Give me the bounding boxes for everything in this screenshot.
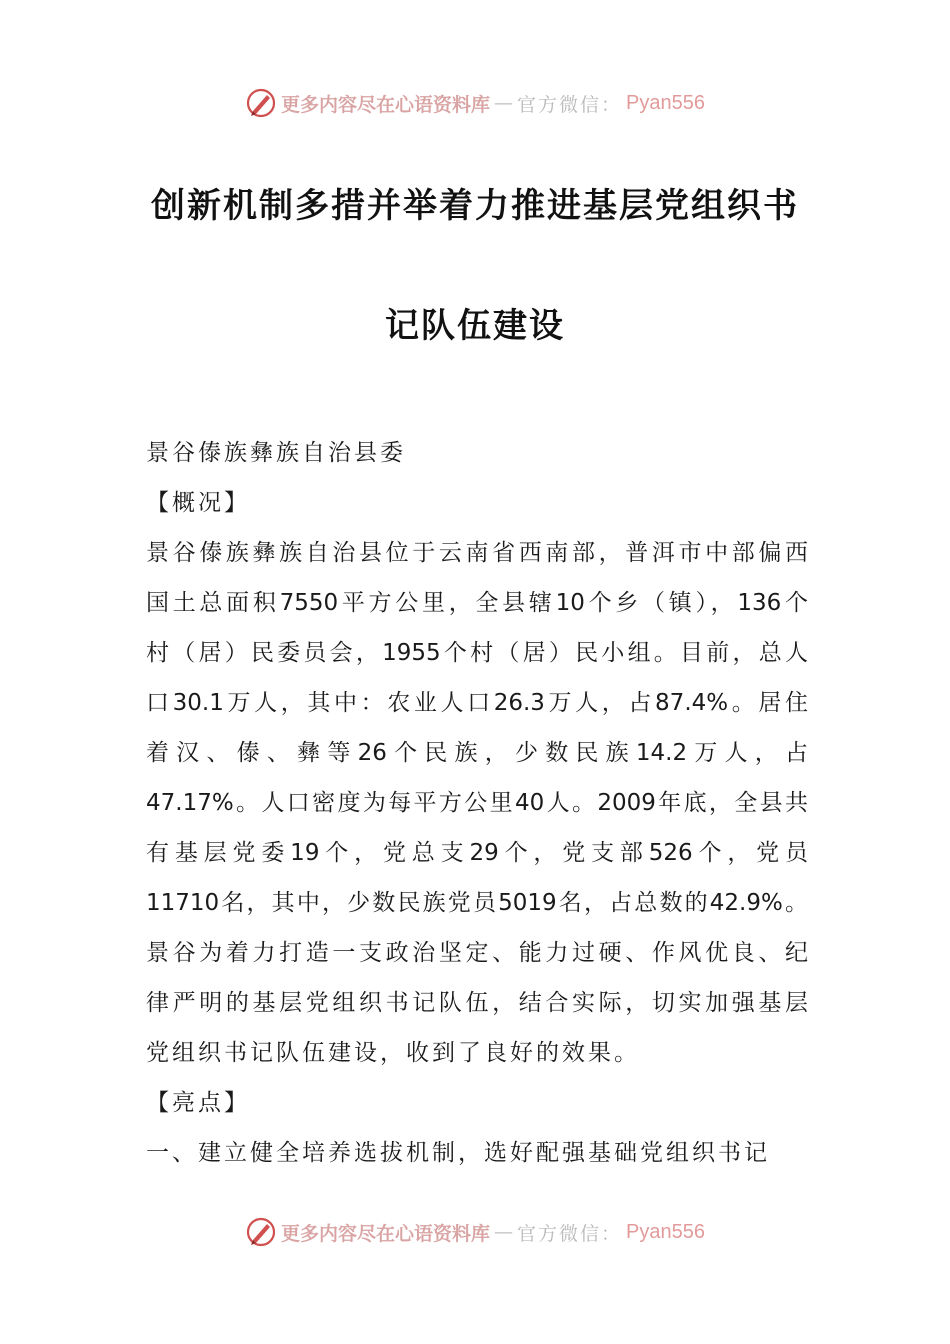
watermark-wechat-id: Pyan556: [626, 1220, 705, 1243]
header-watermark: [0, 83, 950, 123]
footer-watermark: [0, 1212, 950, 1252]
paragraph-line: 村（居）民委员会，1955个村（居）民小组。目前，总人: [146, 640, 808, 666]
document-title-line-2: 记队伍建设: [385, 306, 565, 346]
paragraph-line: 景谷傣族彝族自治县位于云南省西南部，普洱市中部偏西: [146, 540, 808, 566]
watermark-wechat-id: Pyan556: [626, 91, 705, 114]
document-body: [146, 428, 808, 1178]
document-author: 景谷傣族彝族自治县委: [146, 440, 406, 466]
watermark-dash: —: [494, 1221, 514, 1243]
paragraph-line-last: 党组织书记队伍建设，收到了良好的效果。: [146, 1040, 640, 1066]
paragraph-line: 11710名，其中，少数民族党员5019名，占总数的42.9%。: [146, 890, 808, 916]
paragraph-line: 国土总面积7550平方公里，全县辖10个乡（镇），136个: [146, 590, 808, 616]
document-title-line-1: 创新机制多措并举着力推进基层党组织书: [151, 186, 799, 226]
point-one-heading: 一、建立健全培养选拔机制，选好配强基础党组织书记: [146, 1140, 770, 1166]
watermark-site-text: 更多内容尽在心语资料库: [281, 93, 491, 116]
paragraph-line: 有基层党委19个，党总支29个，党支部526个，党员: [146, 840, 808, 866]
paragraph-line: 着汉、傣、彝等26个民族，少数民族14.2万人，占: [146, 740, 808, 766]
paragraph-line: 景谷为着力打造一支政治坚定、能力过硬、作风优良、纪: [146, 940, 808, 966]
paragraph-line: 47.17%。人口密度为每平方公里40人。2009年底，全县共: [146, 790, 808, 816]
paragraph-line: 口30.1万人，其中：农业人口26.3万人，占87.4%。居住: [146, 690, 808, 716]
watermark-site-text: 更多内容尽在心语资料库: [281, 1222, 491, 1245]
watermark-official-label: 官方微信：: [517, 1222, 623, 1245]
section-heading-highlights: 【亮点】: [146, 1090, 250, 1116]
section-heading-overview: 【概况】: [146, 490, 250, 516]
watermark-official-label: 官方微信：: [517, 93, 623, 116]
pen-logo-icon: [245, 87, 277, 119]
paragraph-line: 律严明的基层党组织书记队伍，结合实际，切实加强基层: [146, 990, 808, 1016]
pen-logo-icon: [245, 1216, 277, 1248]
watermark-dash: —: [494, 92, 514, 114]
